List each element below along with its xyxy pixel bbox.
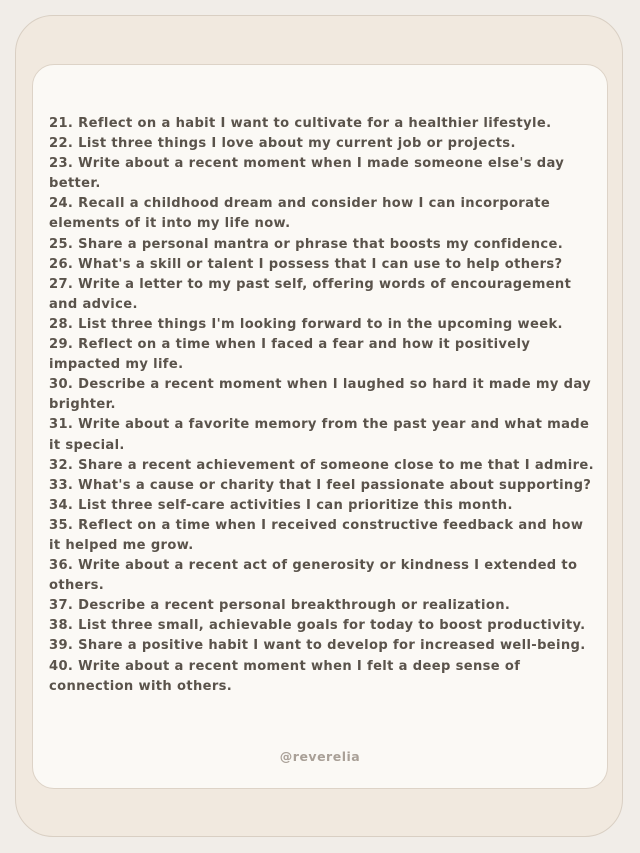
prompt-item: 30. Describe a recent moment when I laughed so hard it made my day brighter.: [49, 377, 592, 413]
prompt-item: 31. Write about a favorite memory from the past year and what made it special.: [49, 417, 590, 453]
prompt-item: 35. Reflect on a time when I received constructive feedback and how it helped me grow.: [49, 517, 584, 553]
prompt-item: 37. Describe a recent personal breakthrough or realization.: [49, 598, 511, 614]
prompt-item: 26. What's a skill or talent I possess that I can use to help others?: [49, 256, 563, 272]
prompt-item: 29. Reflect on a time when I faced a fear and how it positively impacted my life.: [49, 337, 531, 373]
prompt-item: 23. Write about a recent moment when I made someone else's day better.: [49, 156, 565, 192]
prompt-item: 33. What's a cause or charity that I feel passionate about supporting?: [49, 477, 592, 493]
prompt-item: 40. Write about a recent moment when I felt a deep sense of connection with others.: [49, 658, 521, 694]
prompt-list: [49, 114, 597, 697]
prompt-item: 34. List three self-care activities I can prioritize this month.: [49, 497, 513, 513]
author-handle: @reverelia: [279, 749, 361, 764]
prompt-item: 25. Share a personal mantra or phrase that boosts my confidence.: [49, 236, 564, 252]
prompt-item: 39. Share a positive habit I want to develop for increased well-being.: [49, 638, 586, 654]
prompt-item: 28. List three things I'm looking forward to in the upcoming week.: [49, 316, 563, 332]
prompt-item: 27. Write a letter to my past self, offering words of encouragement and advice.: [49, 276, 572, 312]
prompt-item: 24. Recall a childhood dream and consider how I can incorporate elements of it into my life now.: [49, 196, 551, 232]
prompt-item: 21. Reflect on a habit I want to cultivate for a healthier lifestyle.: [49, 116, 552, 131]
prompt-item: 22. List three things I love about my current job or projects.: [49, 136, 516, 152]
prompt-item: 36. Write about a recent act of generosity or kindness I extended to others.: [49, 558, 578, 594]
prompt-item: 32. Share a recent achievement of someone close to me that I admire.: [49, 457, 594, 473]
prompt-item: 38. List three small, achievable goals for today to boost productivity.: [49, 618, 586, 634]
